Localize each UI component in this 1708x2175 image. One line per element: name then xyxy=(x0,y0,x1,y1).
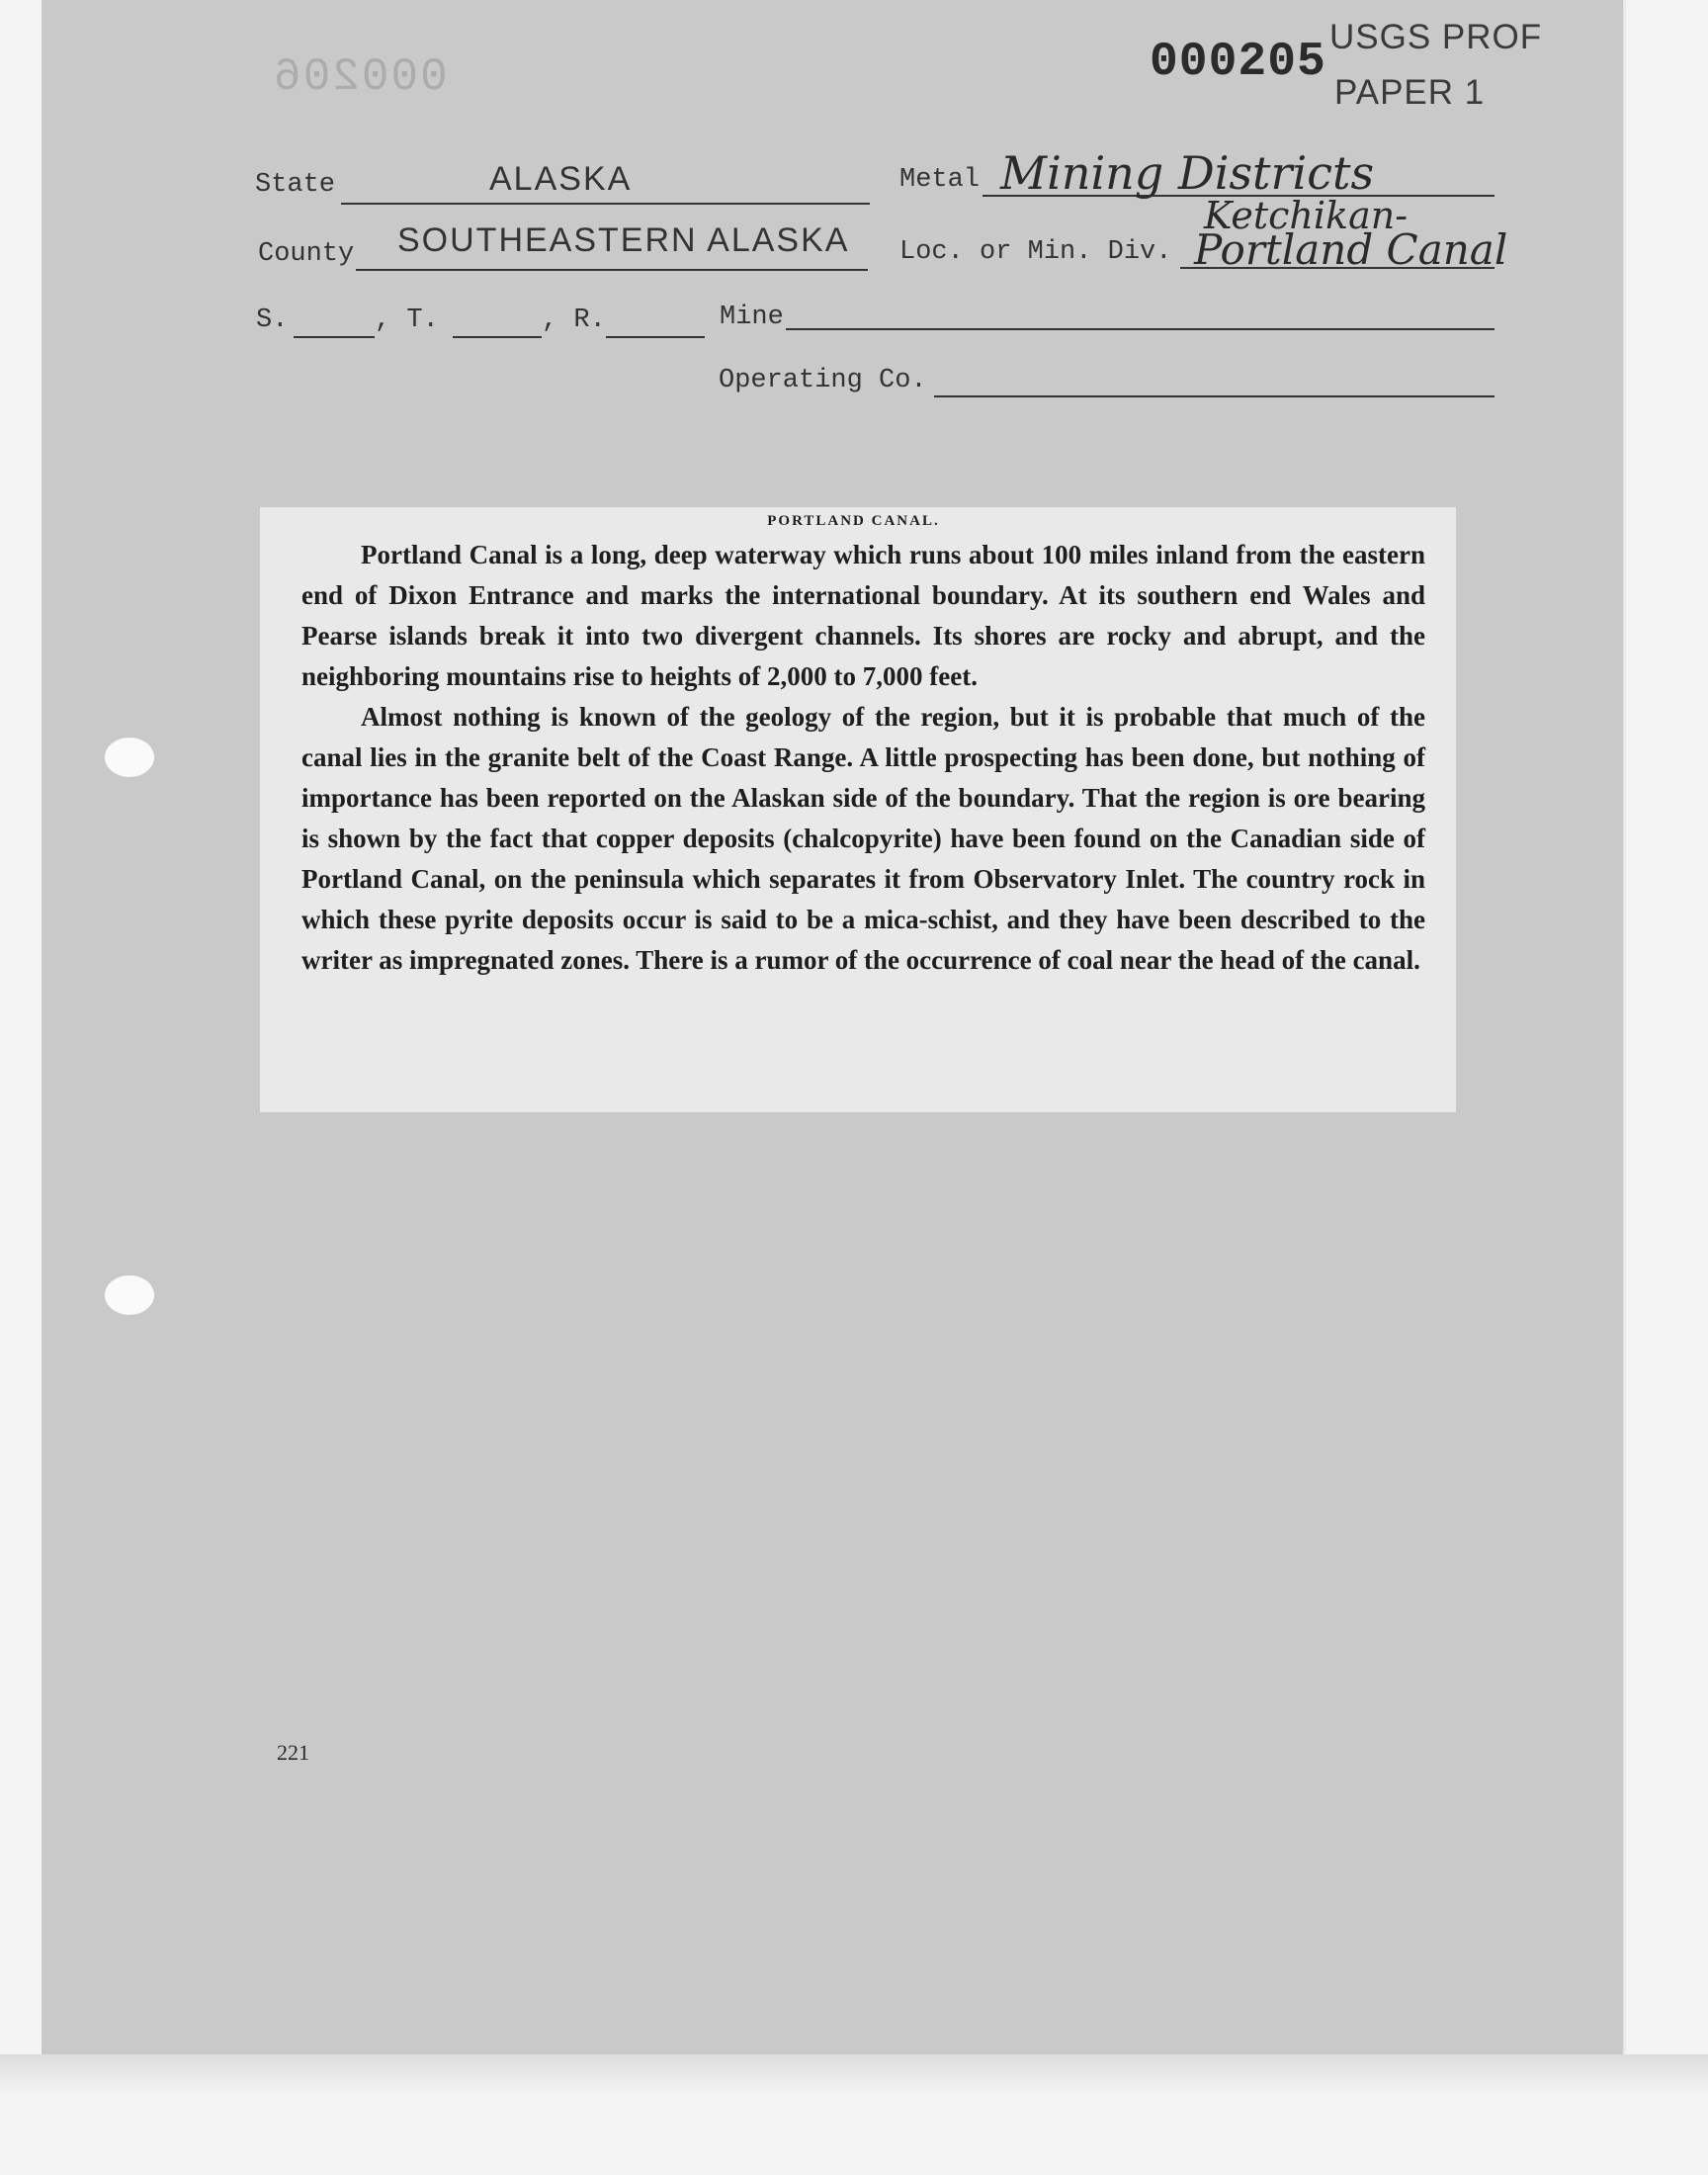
township-underline xyxy=(453,336,542,338)
clipping-title: PORTLAND CANAL. xyxy=(767,513,940,529)
loc-value-handwritten-line-1: Ketchikan- xyxy=(1204,194,1409,237)
metal-value-handwritten: Mining Districts xyxy=(1000,146,1375,200)
page-number: 221 xyxy=(277,1740,309,1765)
punch-hole-lower xyxy=(105,1275,154,1315)
county-underline xyxy=(356,269,868,271)
state-underline xyxy=(341,203,870,205)
operating-co-underline xyxy=(934,395,1494,397)
loc-value-handwritten-line-2: Portland Canal xyxy=(1194,225,1508,274)
county-value: SOUTHEASTERN ALASKA xyxy=(397,221,850,259)
operating-co-label: Operating Co. xyxy=(719,366,927,395)
card-number: 000205 xyxy=(1150,36,1326,89)
metal-label: Metal xyxy=(899,165,981,195)
state-label: State xyxy=(255,170,336,200)
clipping-paragraph-2: Almost nothing is known of the geology of the region, but it is probable that much of the canal lies in the granite belt of the Coast Range. A little prospecting has been done, but nothing of importance has been reported on the Alaskan side of the boundary. That the region is ore bearing is shown by the fact that copper deposits (chalcopyrite) have been found on the Canadian side of Portland Canal, on the peninsula which separates it from Observatory Inlet. The country rock in which these pyrite deposits occur is said to be a mica-schist, and they have been described to the writer as impregnated zones. There is a rumor of the occurrence of coal near the head of the canal. xyxy=(301,702,1425,975)
section-label: S. xyxy=(256,305,289,335)
range-underline xyxy=(606,336,705,338)
township-label: , T. xyxy=(375,305,439,335)
punch-hole-upper xyxy=(105,738,154,777)
page-bottom-shadow xyxy=(0,2054,1708,2094)
mine-label: Mine xyxy=(720,303,784,332)
range-label: , R. xyxy=(542,305,606,335)
series-line-2: PAPER 1 xyxy=(1334,73,1486,112)
publication-clipping xyxy=(260,507,1456,1112)
county-label: County xyxy=(258,239,355,269)
section-underline xyxy=(294,336,375,338)
clipping-paragraph-1: Portland Canal is a long, deep waterway which runs about 100 miles inland from the eastern end of Dixon Entrance and marks the international boundary. At its southern end Wales and Pearse islands break it into two divergent channels. Its shores are rocky and abrupt, and the neighboring mountains rise to heights of 2,000 to 7,000 feet. xyxy=(301,540,1425,691)
state-value: ALASKA xyxy=(489,160,633,198)
series-line-1: USGS PROF xyxy=(1329,18,1543,56)
mine-underline xyxy=(786,328,1494,330)
loc-label: Loc. or Min. Div. xyxy=(899,237,1172,267)
bleed-through-number: 000206 xyxy=(272,51,448,103)
